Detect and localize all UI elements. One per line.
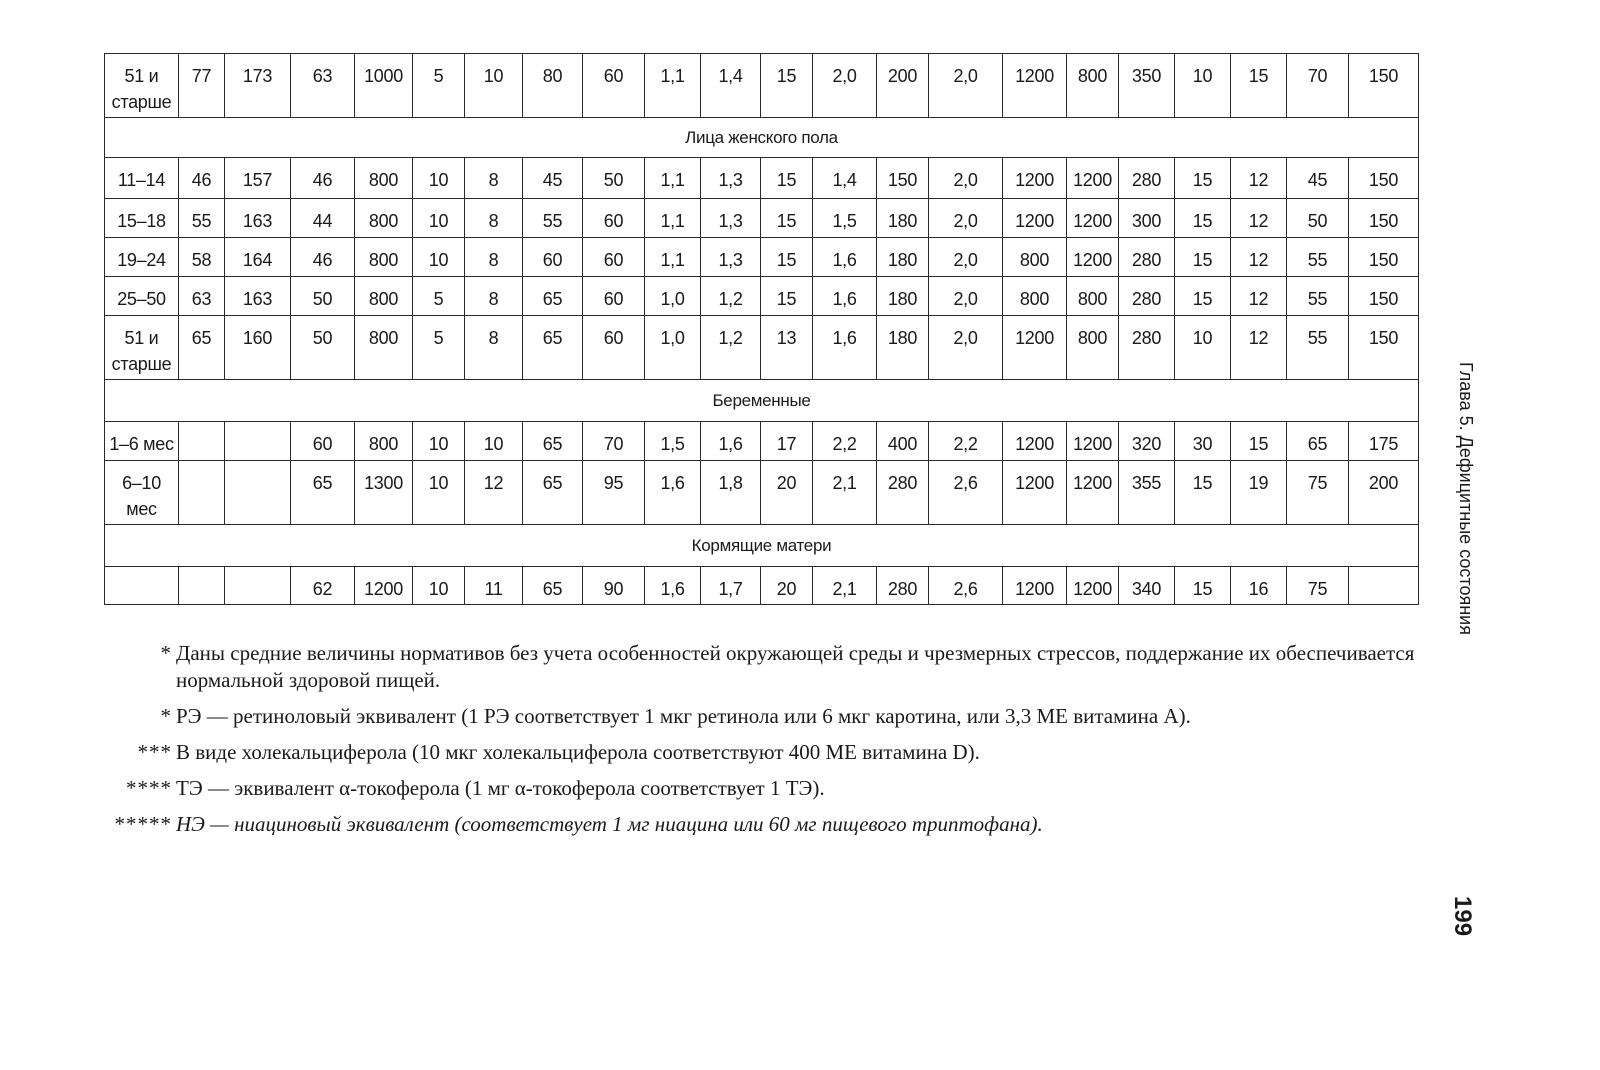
value-cell: 1,4 [701, 54, 761, 118]
table-row [105, 158, 1419, 199]
value-cell: 1,3 [701, 238, 761, 277]
value-cell: 1200 [1003, 567, 1067, 605]
age-group-cell [105, 567, 179, 605]
value-cell: 280 [877, 567, 929, 605]
value-cell: 200 [1349, 461, 1419, 525]
value-cell: 12 [465, 461, 523, 525]
value-cell: 12 [1231, 158, 1287, 199]
section-title: Беременные [105, 380, 1419, 422]
value-cell: 11 [465, 567, 523, 605]
value-cell: 2,2 [813, 422, 877, 461]
value-cell: 95 [583, 461, 645, 525]
value-cell: 55 [1287, 277, 1349, 316]
value-cell: 1,2 [701, 316, 761, 380]
value-cell: 1,6 [813, 238, 877, 277]
value-cell: 55 [179, 199, 225, 238]
footnote-text: Даны средние величины нормативов без учета особенностей окружающей среды и чрезмерных стрессов, поддержание их обеспечивается нормальной здоровой пищей. [176, 641, 1415, 692]
value-cell: 150 [1349, 54, 1419, 118]
value-cell: 2,0 [929, 199, 1003, 238]
footnote-text: НЭ — ниациновый эквивалент (соответствует 1 мг ниацина или 60 мг пищевого триптофана). [176, 812, 1043, 836]
value-cell: 1200 [1003, 158, 1067, 199]
value-cell: 400 [877, 422, 929, 461]
value-cell: 1200 [1003, 461, 1067, 525]
value-cell: 15 [761, 54, 813, 118]
value-cell: 175 [1349, 422, 1419, 461]
value-cell: 800 [355, 158, 413, 199]
value-cell: 63 [291, 54, 355, 118]
value-cell: 800 [355, 422, 413, 461]
age-group-cell: 15–18 [105, 199, 179, 238]
age-group-cell: 51 и старше [105, 54, 179, 118]
table-row [105, 238, 1419, 277]
section-header-row [105, 380, 1419, 422]
value-cell: 150 [1349, 238, 1419, 277]
page-number: 199 [1449, 896, 1476, 937]
value-cell: 1,1 [645, 238, 701, 277]
value-cell: 2,0 [813, 54, 877, 118]
age-group-cell: 6–10 мес [105, 461, 179, 525]
table-row [105, 54, 1419, 118]
value-cell: 15 [1231, 422, 1287, 461]
value-cell: 58 [179, 238, 225, 277]
value-cell: 12 [1231, 316, 1287, 380]
value-cell: 180 [877, 199, 929, 238]
value-cell: 2,0 [929, 316, 1003, 380]
value-cell: 1,8 [701, 461, 761, 525]
value-cell: 44 [291, 199, 355, 238]
value-cell: 1,2 [701, 277, 761, 316]
value-cell: 5 [413, 277, 465, 316]
footnote-mark: * [160, 641, 172, 665]
value-cell: 30 [1175, 422, 1231, 461]
value-cell: 800 [1067, 316, 1119, 380]
value-cell: 60 [291, 422, 355, 461]
age-group-cell: 51 и старше [105, 316, 179, 380]
value-cell: 180 [877, 238, 929, 277]
age-group-cell: 1–6 мес [105, 422, 179, 461]
value-cell: 150 [1349, 277, 1419, 316]
value-cell [179, 567, 225, 605]
footnote-mark: * [160, 704, 172, 728]
footnote [104, 640, 1444, 694]
value-cell: 65 [523, 316, 583, 380]
value-cell: 1200 [1067, 461, 1119, 525]
footnote [104, 775, 1444, 802]
value-cell: 1200 [1067, 158, 1119, 199]
value-cell: 2,0 [929, 277, 1003, 316]
value-cell: 1,3 [701, 158, 761, 199]
footnote [104, 739, 1444, 766]
value-cell: 13 [761, 316, 813, 380]
footnote [104, 811, 1444, 838]
value-cell: 20 [761, 461, 813, 525]
value-cell: 90 [583, 567, 645, 605]
value-cell: 180 [877, 316, 929, 380]
value-cell: 1,1 [645, 199, 701, 238]
value-cell: 15 [761, 199, 813, 238]
value-cell: 1,3 [701, 199, 761, 238]
value-cell: 46 [179, 158, 225, 199]
value-cell: 280 [1119, 238, 1175, 277]
value-cell: 800 [1003, 238, 1067, 277]
value-cell [225, 461, 291, 525]
value-cell: 12 [1231, 199, 1287, 238]
value-cell: 340 [1119, 567, 1175, 605]
value-cell: 2,0 [929, 158, 1003, 199]
value-cell: 355 [1119, 461, 1175, 525]
value-cell: 150 [1349, 199, 1419, 238]
value-cell: 1200 [1003, 316, 1067, 380]
value-cell [1349, 567, 1419, 605]
value-cell: 150 [1349, 316, 1419, 380]
value-cell: 1,6 [813, 277, 877, 316]
value-cell: 1,5 [813, 199, 877, 238]
value-cell: 8 [465, 238, 523, 277]
value-cell: 65 [523, 461, 583, 525]
value-cell: 70 [583, 422, 645, 461]
value-cell: 5 [413, 54, 465, 118]
value-cell: 800 [355, 199, 413, 238]
value-cell: 800 [355, 316, 413, 380]
value-cell: 65 [523, 422, 583, 461]
value-cell: 8 [465, 158, 523, 199]
value-cell: 60 [583, 277, 645, 316]
value-cell: 2,2 [929, 422, 1003, 461]
value-cell: 75 [1287, 567, 1349, 605]
value-cell: 150 [1349, 158, 1419, 199]
footnotes [104, 640, 1444, 847]
value-cell: 45 [523, 158, 583, 199]
value-cell: 50 [583, 158, 645, 199]
value-cell: 800 [1003, 277, 1067, 316]
value-cell: 10 [413, 422, 465, 461]
value-cell: 1200 [1003, 199, 1067, 238]
value-cell: 1,6 [645, 461, 701, 525]
value-cell: 800 [355, 238, 413, 277]
age-group-cell: 11–14 [105, 158, 179, 199]
value-cell: 60 [583, 238, 645, 277]
value-cell: 280 [1119, 316, 1175, 380]
value-cell [179, 422, 225, 461]
value-cell: 8 [465, 316, 523, 380]
value-cell: 10 [413, 461, 465, 525]
value-cell: 1,1 [645, 158, 701, 199]
value-cell: 164 [225, 238, 291, 277]
value-cell: 173 [225, 54, 291, 118]
value-cell: 10 [413, 199, 465, 238]
value-cell: 1,7 [701, 567, 761, 605]
value-cell: 180 [877, 277, 929, 316]
table-row [105, 316, 1419, 380]
value-cell: 2,0 [929, 238, 1003, 277]
value-cell: 46 [291, 238, 355, 277]
nutrient-norms-table [104, 53, 1419, 605]
value-cell: 15 [1231, 54, 1287, 118]
value-cell: 10 [465, 422, 523, 461]
age-group-cell: 25–50 [105, 277, 179, 316]
value-cell [225, 422, 291, 461]
value-cell: 70 [1287, 54, 1349, 118]
value-cell: 65 [523, 277, 583, 316]
value-cell: 15 [1175, 567, 1231, 605]
value-cell: 2,1 [813, 461, 877, 525]
table-row [105, 199, 1419, 238]
value-cell: 1200 [1067, 422, 1119, 461]
value-cell: 50 [1287, 199, 1349, 238]
value-cell: 60 [583, 316, 645, 380]
value-cell: 280 [877, 461, 929, 525]
value-cell: 1200 [1003, 54, 1067, 118]
section-title: Кормящие матери [105, 525, 1419, 567]
value-cell: 10 [1175, 54, 1231, 118]
value-cell: 1,0 [645, 316, 701, 380]
value-cell: 65 [523, 567, 583, 605]
value-cell: 77 [179, 54, 225, 118]
footnote-mark: **** [126, 776, 172, 800]
value-cell: 15 [761, 238, 813, 277]
value-cell: 2,6 [929, 461, 1003, 525]
value-cell: 1300 [355, 461, 413, 525]
value-cell: 15 [1175, 277, 1231, 316]
footnote-mark: *** [137, 740, 172, 764]
value-cell: 300 [1119, 199, 1175, 238]
value-cell: 55 [1287, 238, 1349, 277]
footnote-text: В виде холекальциферола (10 мкг холекальциферола соответствуют 400 МЕ витамина D). [176, 740, 980, 764]
value-cell: 50 [291, 316, 355, 380]
value-cell: 1,4 [813, 158, 877, 199]
value-cell: 1,1 [645, 54, 701, 118]
value-cell: 65 [179, 316, 225, 380]
value-cell: 10 [413, 238, 465, 277]
value-cell: 320 [1119, 422, 1175, 461]
value-cell: 1200 [355, 567, 413, 605]
value-cell: 1200 [1003, 422, 1067, 461]
value-cell: 45 [1287, 158, 1349, 199]
value-cell: 10 [1175, 316, 1231, 380]
value-cell: 163 [225, 277, 291, 316]
value-cell: 10 [465, 54, 523, 118]
value-cell: 50 [291, 277, 355, 316]
age-group-cell: 19–24 [105, 238, 179, 277]
value-cell: 55 [1287, 316, 1349, 380]
value-cell: 63 [179, 277, 225, 316]
value-cell: 60 [583, 199, 645, 238]
value-cell: 15 [1175, 238, 1231, 277]
footnote-text: ТЭ — эквивалент α-токоферола (1 мг α-токоферола соответствует 1 ТЭ). [176, 776, 825, 800]
value-cell: 60 [583, 54, 645, 118]
value-cell: 15 [761, 277, 813, 316]
value-cell: 15 [1175, 158, 1231, 199]
value-cell: 46 [291, 158, 355, 199]
value-cell: 800 [355, 277, 413, 316]
value-cell: 1200 [1067, 238, 1119, 277]
value-cell: 2,1 [813, 567, 877, 605]
value-cell: 2,6 [929, 567, 1003, 605]
section-title: Лица женского пола [105, 118, 1419, 158]
value-cell: 1,6 [813, 316, 877, 380]
value-cell: 20 [761, 567, 813, 605]
section-header-row [105, 525, 1419, 567]
value-cell: 163 [225, 199, 291, 238]
value-cell: 280 [1119, 277, 1175, 316]
value-cell: 10 [413, 158, 465, 199]
value-cell: 5 [413, 316, 465, 380]
value-cell: 15 [1175, 199, 1231, 238]
value-cell: 2,0 [929, 54, 1003, 118]
value-cell: 150 [877, 158, 929, 199]
value-cell: 1,0 [645, 277, 701, 316]
table-row [105, 461, 1419, 525]
value-cell [225, 567, 291, 605]
value-cell: 55 [523, 199, 583, 238]
footnote-text: РЭ — ретиноловый эквивалент (1 РЭ соответствует 1 мкг ретинола или 6 мкг каротина, или 3,3 МЕ витамина А). [176, 704, 1191, 728]
value-cell: 1200 [1067, 567, 1119, 605]
value-cell [179, 461, 225, 525]
section-header-row [105, 118, 1419, 158]
value-cell: 19 [1231, 461, 1287, 525]
table-row [105, 567, 1419, 605]
value-cell: 17 [761, 422, 813, 461]
value-cell: 1,6 [645, 567, 701, 605]
value-cell: 800 [1067, 277, 1119, 316]
value-cell: 10 [413, 567, 465, 605]
chapter-caption: Глава 5. Дефицитные состояния [1456, 362, 1476, 635]
footnote [104, 703, 1444, 730]
value-cell: 800 [1067, 54, 1119, 118]
table-row [105, 277, 1419, 316]
value-cell: 280 [1119, 158, 1175, 199]
value-cell: 160 [225, 316, 291, 380]
value-cell: 65 [291, 461, 355, 525]
value-cell: 12 [1231, 238, 1287, 277]
value-cell: 15 [1175, 461, 1231, 525]
value-cell: 80 [523, 54, 583, 118]
value-cell: 1200 [1067, 199, 1119, 238]
value-cell: 157 [225, 158, 291, 199]
value-cell: 8 [465, 199, 523, 238]
value-cell: 12 [1231, 277, 1287, 316]
footnote-mark: ***** [114, 812, 172, 836]
value-cell: 350 [1119, 54, 1175, 118]
value-cell: 8 [465, 277, 523, 316]
value-cell: 1,6 [701, 422, 761, 461]
value-cell: 60 [523, 238, 583, 277]
value-cell: 200 [877, 54, 929, 118]
value-cell: 1,5 [645, 422, 701, 461]
value-cell: 16 [1231, 567, 1287, 605]
value-cell: 62 [291, 567, 355, 605]
value-cell: 15 [761, 158, 813, 199]
table-row [105, 422, 1419, 461]
value-cell: 75 [1287, 461, 1349, 525]
value-cell: 1000 [355, 54, 413, 118]
value-cell: 65 [1287, 422, 1349, 461]
